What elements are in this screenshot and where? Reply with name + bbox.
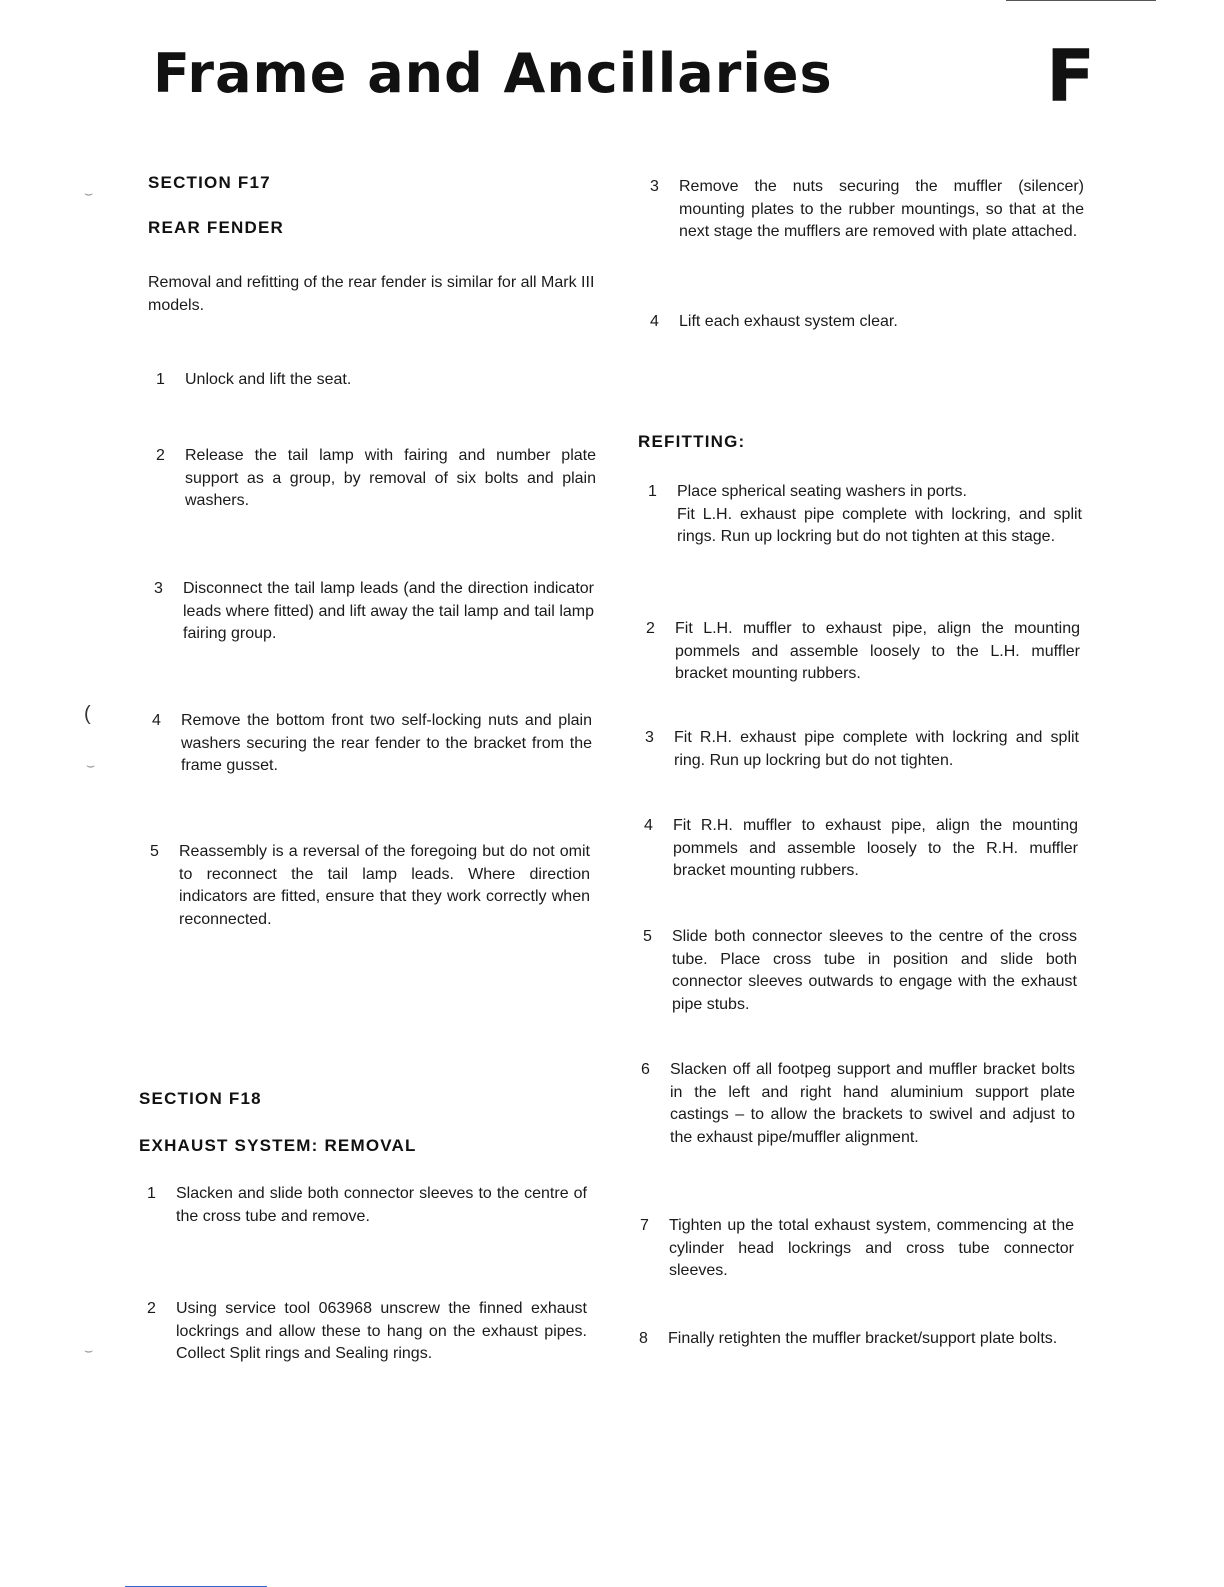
step-number: 1 — [648, 483, 657, 500]
rear-fender-heading: REAR FENDER — [148, 218, 284, 237]
step-number: 4 — [152, 712, 161, 729]
step-text: Place spherical seating washers in ports. — [677, 483, 967, 500]
step-text: Unlock and lift the seat. — [185, 371, 352, 388]
step-number: 1 — [156, 371, 165, 388]
list-item — [150, 841, 590, 931]
step-text: Slacken and slide both connector sleeves to the centre of the cross tube and remove. — [176, 1185, 587, 1225]
section-f17-heading: SECTION F17 — [148, 173, 271, 192]
step-text: Lift each exhaust system clear. — [679, 313, 898, 330]
step-text: Remove the bottom front two self-locking nuts and plain washers securing the rear fender to the bracket from the frame gusset. — [181, 712, 592, 774]
step-number: 5 — [643, 928, 652, 945]
list-item — [152, 710, 592, 778]
list-item — [650, 176, 1084, 244]
list-item — [644, 815, 1078, 883]
list-item — [156, 369, 596, 392]
step-text: Using service tool 063968 unscrew the finned exhaust lockrings and allow these to hang on the exhaust pipes. Collect Split rings and Sealing rings. — [176, 1300, 587, 1362]
step-number: 3 — [645, 729, 654, 746]
step-number: 3 — [154, 580, 163, 597]
step-number: 6 — [641, 1061, 650, 1078]
list-item — [154, 578, 594, 646]
step-text: Fit L.H. muffler to exhaust pipe, align the mounting pommels and assemble loosely to the L.H. muffler bracket mounting rubbers. — [675, 620, 1080, 682]
step-text: Slide both connector sleeves to the centre of the cross tube. Place cross tube in position and slide both connector sleeves outwards to engage with the exhaust pipe stubs. — [672, 928, 1077, 1013]
refitting-heading: REFITTING: — [638, 432, 746, 451]
page-title: Frame and Ancillaries — [153, 42, 833, 105]
step-text: Fit R.H. muffler to exhaust pipe, align the mounting pommels and assemble loosely to the R.H. muffler bracket mounting rubbers. — [673, 817, 1078, 879]
rear-fender-intro: Removal and refitting of the rear fender is similar for all Mark III models. — [148, 274, 595, 314]
margin-mark: ⌣ — [84, 1342, 94, 1358]
step-text: Finally retighten the muffler bracket/support plate bolts. — [668, 1330, 1058, 1347]
margin-mark: ⌣ — [84, 185, 94, 201]
margin-mark: ⌣ — [86, 757, 96, 773]
list-item — [641, 1059, 1075, 1149]
step-number: 1 — [147, 1185, 156, 1202]
list-item — [645, 727, 1079, 772]
list-item — [643, 926, 1077, 1016]
step-text-continued: Fit L.H. exhaust pipe complete with lockring, and split rings. Run up lockring but do not tighten at this stage. — [677, 505, 1082, 545]
top-edge-rule — [1006, 0, 1156, 1]
list-item — [147, 1183, 587, 1228]
step-number: 2 — [147, 1300, 156, 1317]
step-text: Fit R.H. exhaust pipe complete with lockring and split ring. Run up lockring but do not tighten. — [674, 729, 1079, 769]
list-item — [640, 1215, 1074, 1283]
step-text: Reassembly is a reversal of the foregoing but do not omit to reconnect the tail lamp leads. Where direction indicators are fitted, ensure that they work correctly when reconnected. — [179, 843, 590, 928]
step-text: Slacken off all footpeg support and muffler bracket bolts in the left and right hand aluminium support plate castings – to allow the brackets to swivel and adjust to the exhaust pipe/muffler alignment. — [670, 1061, 1075, 1146]
step-number: 8 — [639, 1330, 648, 1347]
margin-mark: ( — [84, 703, 91, 725]
exhaust-removal-heading: EXHAUST SYSTEM: REMOVAL — [139, 1136, 417, 1155]
list-item — [646, 618, 1080, 686]
step-number: 7 — [640, 1217, 649, 1234]
list-item — [650, 311, 1084, 334]
step-number: 2 — [646, 620, 655, 637]
step-text: Remove the nuts securing the muffler (silencer) mounting plates to the rubber mountings, so that at the next stage the mufflers are removed with plate attached. — [679, 178, 1084, 240]
list-item — [147, 1298, 587, 1366]
list-item — [648, 481, 1082, 549]
section-letter: F — [1046, 34, 1096, 118]
step-number: 4 — [650, 313, 659, 330]
step-text: Disconnect the tail lamp leads (and the direction indicator leads where fitted) and lift away the tail lamp and tail lamp fairing group. — [183, 580, 594, 642]
step-number: 2 — [156, 447, 165, 464]
list-item — [639, 1328, 1073, 1351]
step-number: 5 — [150, 843, 159, 860]
list-item — [156, 445, 596, 513]
step-text: Tighten up the total exhaust system, commencing at the cylinder head lockrings and cross tube connector sleeves. — [669, 1217, 1074, 1279]
step-text: Release the tail lamp with fairing and number plate support as a group, by removal of six bolts and plain washers. — [185, 447, 596, 509]
step-number: 3 — [650, 178, 659, 195]
step-number: 4 — [644, 817, 653, 834]
section-f18-heading: SECTION F18 — [139, 1089, 262, 1108]
